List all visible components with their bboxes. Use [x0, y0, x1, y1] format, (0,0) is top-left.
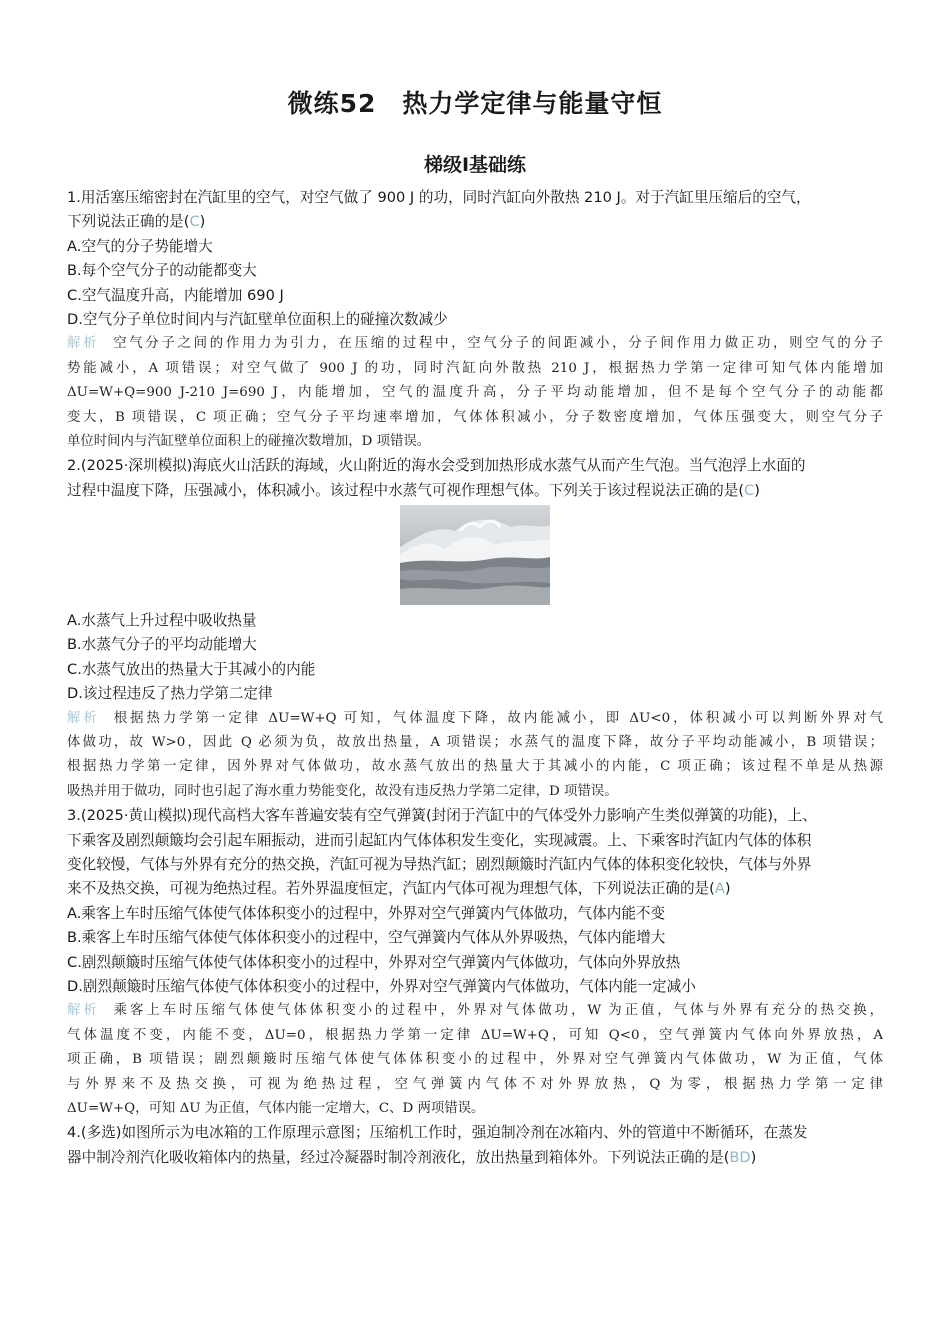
q2-option-b: B.水蒸气分子的平均动能增大 [67, 636, 257, 654]
q2-stem-text: 过程中温度下降，压强减小，体积减小。该过程中水蒸气可视作理想气体。下列关于该过程说法正确的是( [67, 481, 745, 499]
q3-analysis-text: 乘客上车时压缩气体使气体体积变小的过程中，外界对气体做功，W 为正值，气体与外界有充分的热交换， [113, 1003, 883, 1019]
q2-stem-close: ) [754, 481, 760, 499]
q3-option-b: B.乘客上车时压缩气体使气体体积变小的过程中，空气弹簧内气体从外界吸热，气体内能增大 [67, 929, 666, 947]
q1-stem-line-2 [67, 210, 883, 234]
content [67, 186, 883, 1170]
q2-stem-line-2 [67, 479, 883, 503]
q1-stem-close: ) [199, 213, 206, 231]
q1-option-b: B.每个空气分子的动能都变大 [67, 262, 257, 280]
q1-stem-text: 下列说法正确的是( [67, 213, 190, 231]
q1-option-d: D.空气分子单位时间内与汽缸壁单位面积上的碰撞次数减少 [67, 310, 448, 328]
q1-option-c: C.空气温度升高，内能增加 690 J [67, 286, 284, 304]
photo-illustration [400, 505, 550, 605]
page-title: 微练52 热力学定律与能量守恒 [287, 89, 663, 118]
q4-answer: BD [729, 1148, 751, 1166]
q1-analysis-line-4: 变大，B 项错误，C 项正确；空气分子平均速率增加，气体体积减小，分子数密度增加，气体压强变大，则空气分子 [67, 409, 883, 425]
q1-analysis-text: 空气分子之间的作用力为引力，在压缩的过程中，空气分子的间距减小，分子间作用力做正功，则空气的分子 [113, 336, 883, 352]
q2-figure [67, 503, 883, 609]
q3-analysis-line-3: 项正确，B 项错误；剧烈颠簸时压缩气体使气体体积变小的过程中，外界对空气弹簧内气体做功，W 为正值，气体 [67, 1052, 883, 1068]
q1-option-a: A.空气的分子势能增大 [67, 237, 213, 255]
q2-analysis-line-1 [67, 707, 883, 731]
q2-analysis-text: 根据热力学第一定律 ΔU=W+Q 可知，气体温度下降，故内能减小，即 ΔU<0，体积减小可以判断外界对气 [113, 710, 883, 726]
q3-analysis-line-5: ΔU=W+Q，可知 ΔU 为正值，气体内能一定增大，C、D 两项错误。 [67, 1100, 485, 1116]
q2-option-d: D.该过程违反了热力学第二定律 [67, 685, 273, 703]
q2-analysis-line-2: 体做功，故 W>0，因此 Q 必须为负，故放出热量，A 项错误；水蒸气的温度下降，故分子平均动能减小，B 项错误； [67, 735, 883, 751]
question-2 [67, 454, 883, 804]
q2-option-c: C.水蒸气放出的热量大于其减小的内能 [67, 660, 316, 678]
q3-option-a: A.乘客上车时压缩气体使气体体积变小的过程中，外界对空气弹簧内气体做功，气体内能不变 [67, 904, 666, 922]
q3-analysis-line-1 [67, 999, 883, 1023]
section-title: 梯级Ⅰ基础练 [423, 154, 527, 176]
q2-analysis-tag: 解析 [67, 710, 100, 726]
question-1 [67, 186, 883, 454]
q3-analysis-line-2: 气体温度不变，内能不变，ΔU=0，根据热力学第一定律 ΔU=W+Q，可知 Q<0，空气弹簧内气体向外界放热，A [67, 1027, 883, 1043]
q2-analysis-line-4: 吸热并用于做功，同时也引起了海水重力势能变化，故没有违反热力学第二定律，D 项错误。 [67, 783, 618, 799]
q3-stem-line-3: 变化较慢，气体与外界有充分的热交换，汽缸可视为导热汽缸；剧烈颠簸时汽缸内气体的体积变化较快，气体与外界 [67, 855, 812, 873]
q4-stem-close: ) [750, 1148, 757, 1166]
q1-analysis-line-2: 势能减小，A 项错误；对空气做了 900 J 的功，同时汽缸向外散热 210 J，根据热力学第一定律可知气体内能增加 [67, 360, 883, 376]
q3-analysis-tag: 解析 [67, 1003, 100, 1019]
question-4 [67, 1121, 883, 1170]
q2-option-a: A.水蒸气上升过程中吸收热量 [67, 612, 257, 630]
q1-analysis-line-1 [67, 332, 883, 356]
q3-stem-close: ) [724, 880, 731, 898]
q3-answer: A [714, 880, 725, 898]
q2-analysis-line-3: 根据热力学第一定律，因外界对气体做功，故水蒸气放出的热量大于其减小的内能，C 项正确；该过程不单是从热源 [67, 759, 883, 775]
q2-stem-line-1: 2.(2025·深圳模拟)海底火山活跃的海域，火山附近的海水会受到加热形成水蒸气从而产生气泡。当气泡浮上水面的 [67, 457, 806, 475]
question-3 [67, 804, 883, 1121]
q1-analysis-line-5: 单位时间内与汽缸壁单位面积上的碰撞次数增加，D 项错误。 [67, 433, 431, 449]
q3-stem-text: 来不及热交换，可视为绝热过程。若外界温度恒定，汽缸内气体可视为理想气体，下列说法正确的是( [67, 880, 715, 898]
q4-stem-line-2 [67, 1146, 883, 1170]
q1-answer: C [189, 213, 200, 231]
q1-analysis-line-3: ΔU=W+Q=900 J-210 J=690 J，内能增加，空气的温度升高，分子平均动能增加，但不是每个空气分子的动能都 [67, 385, 883, 401]
q1-analysis-tag: 解析 [67, 336, 100, 352]
q4-stem-line-1: 4.(多选)如图所示为电冰箱的工作原理示意图；压缩机工作时，强迫制冷剂在冰箱内、外的管道中不断循环，在蒸发 [67, 1124, 808, 1142]
q3-option-d: D.剧烈颠簸时压缩气体使气体体积变小的过程中，外界对空气弹簧内气体做功，气体内能一定减小 [67, 977, 696, 995]
q4-stem-text: 器中制冷剂汽化吸收箱体内的热量，经过冷凝器时制冷剂液化，放出热量到箱体外。下列说法正确的是( [67, 1148, 730, 1166]
q3-stem-line-1: 3.(2025·黄山模拟)现代高档大客车普遍安装有空气弹簧(封闭于汽缸中的气体受外力影响产生类似弹簧的功能)，上、 [67, 807, 817, 825]
q3-stem-line-4 [67, 877, 883, 901]
q3-stem-line-2: 下乘客及剧烈颠簸均会引起车厢振动，进而引起缸内气体体积发生变化，实现减震。上、下乘客时汽缸内气体的体积 [67, 831, 812, 849]
volcano-sea-photo [400, 505, 550, 605]
q1-stem-line-1: 1.用活塞压缩密封在汽缸里的空气，对空气做了 900 J 的功，同时汽缸向外散热 210 J。对于汽缸里压缩后的空气， [67, 189, 811, 206]
q3-option-c: C.剧烈颠簸时压缩气体使气体体积变小的过程中，外界对空气弹簧内气体做功，气体向外界放热 [67, 953, 681, 971]
q3-analysis-line-4: 与外界来不及热交换，可视为绝热过程，空气弹簧内气体不对外界放热，Q 为零，根据热力学第一定律 [67, 1076, 883, 1092]
q2-answer: C [744, 481, 755, 499]
